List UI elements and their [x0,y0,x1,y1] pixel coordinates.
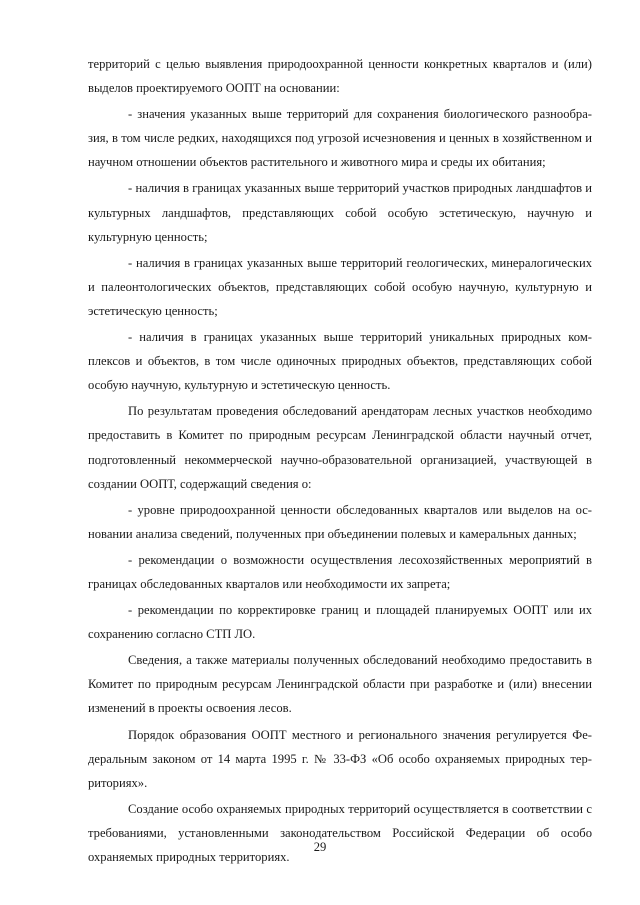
paragraph-continuation: территорий с целью выявления природоохранной ценности конкретных кварталов и (или) выделов проектируемого ООПТ на основании: [88,57,592,96]
list-item-forestry-recommendations: - рекомендации о возможности осуществления лесохозяйственных мероприятий в границах обследованных кварталов или необходимости их запрета; [88,552,592,591]
paragraph-materials-submission: Сведения, а также материалы полученных обследований необходимо предоставить в Комитет по природным ресурсам Ленинградской области при разработке и (или) внесении изменений в проекты освоения лесов. [88,653,592,716]
paragraph-federal-law: Порядок образования ООПТ местного и регионального значения регулируется Федеральным законом от 14 марта 1995 г. № 33-ФЗ «Об особо охраняемых природных территориях». [88,727,592,790]
list-item-geological-objects: - наличия в границах указанных выше территорий геологических, минералогических и палеонтологических объектов, представляющих собой особую научную, культурную и эстетическую ценность; [88,255,592,318]
list-item-boundary-recommendations: - рекомендации по корректировке границ и площадей планируемых ООПТ или их сохранению согласно СТП ЛО. [88,603,592,642]
paragraph-creation-requirements: Создание особо охраняемых природных территорий осуществляется в соответствии с требованиями, установленными законодательством Российской Федерации об особо охраняемых природных территориях. [88,801,592,864]
list-item-conservation-level: - уровне природоохранной ценности обследованных кварталов или выделов на основании анализа сведений, полученных при объединении полевых и камеральных данных; [88,502,592,541]
list-item-unique-complexes: - наличия в границах указанных выше территорий уникальных природных комплексов и объектов, в том числе одиночных природных объектов, представляющих собой особую научную, культурную и эстетическую ценность. [88,330,592,393]
document-body [88,52,592,871]
list-item-landscapes: - наличия в границах указанных выше территорий участков природных ландшафтов и культурных ландшафтов, представляющих собой особую эстетическую, научную и культурную ценность; [88,181,592,244]
paragraph-survey-results: По результатам проведения обследований арендаторам лесных участков необходимо предоставить в Комитет по природным ресурсам Ленинградской области научный отчет, подготовленный некоммерческой научно-образовательной организацией, участвующей в создании ООПТ, содержащий сведения о: [88,404,592,491]
page-number: 29 [313,840,327,854]
list-item-biodiversity: - значения указанных выше территорий для сохранения биологического разнообразия, в том числе редких, находящихся под угрозой исчезновения и ценных в хозяйственном и научном отношении объектов растительного и животного мира и среды их обитания; [88,107,592,170]
